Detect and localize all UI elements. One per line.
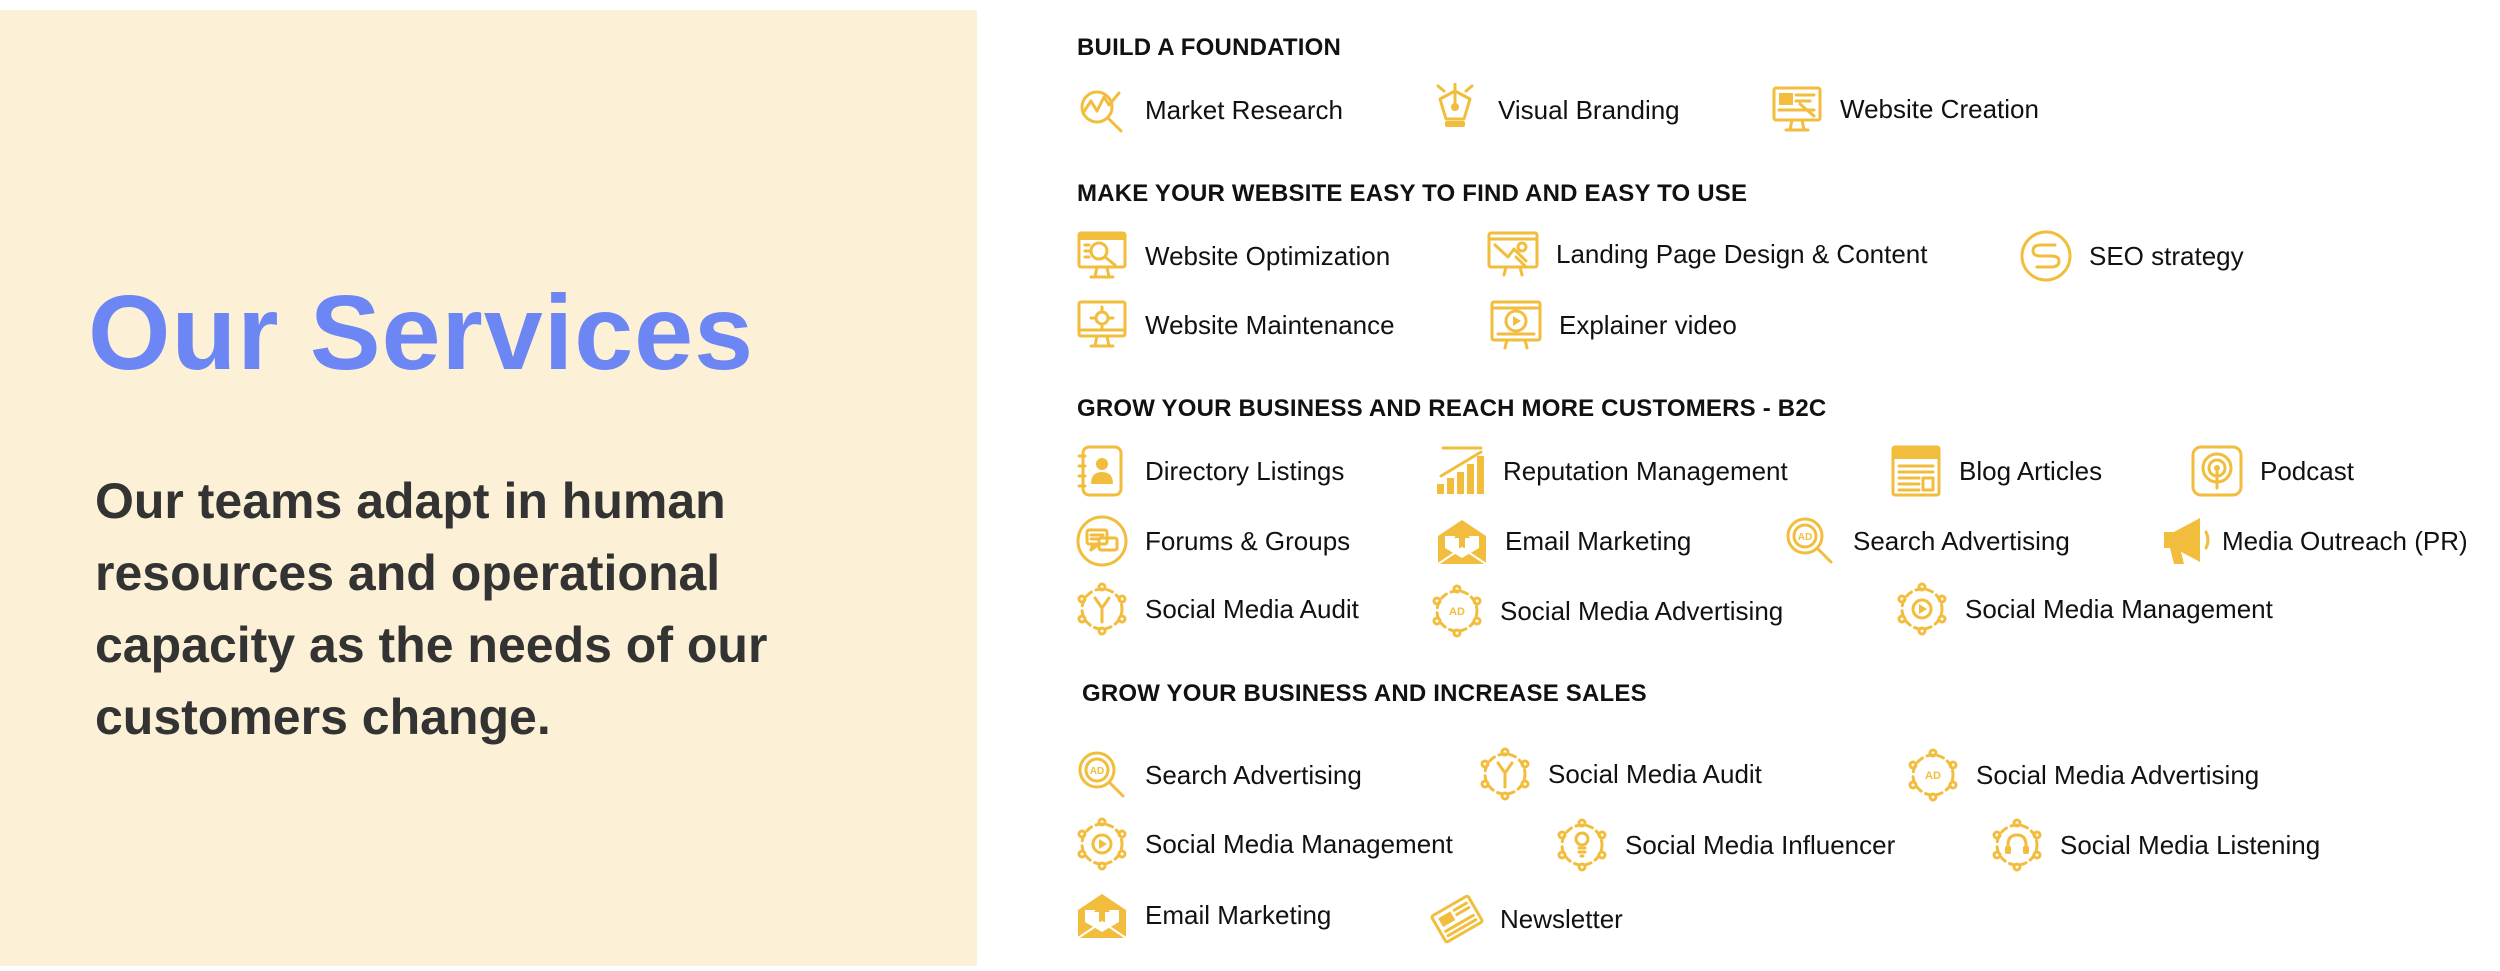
podcast-icon xyxy=(2190,444,2244,498)
chat-bubbles-icon xyxy=(1075,514,1129,568)
service-forums-groups[interactable] xyxy=(1075,514,1350,568)
newsletter-icon xyxy=(1430,892,1484,946)
service-label: Podcast xyxy=(2260,455,2354,486)
social-ad-icon xyxy=(1430,584,1484,638)
bar-chart-stars-icon xyxy=(1433,444,1487,498)
service-podcast[interactable] xyxy=(2190,444,2354,498)
service-social-media-management-sales[interactable] xyxy=(1075,817,1453,871)
service-social-media-advertising-sales[interactable] xyxy=(1906,748,2259,802)
social-management-icon xyxy=(1075,817,1129,871)
intro-panel xyxy=(0,10,977,966)
service-label: Visual Branding xyxy=(1498,94,1680,125)
social-ad-icon xyxy=(1906,748,1960,802)
monitor-gear-icon xyxy=(1075,298,1129,352)
social-audit-icon xyxy=(1478,747,1532,801)
service-visual-branding[interactable] xyxy=(1428,83,1680,137)
service-social-media-listening[interactable] xyxy=(1990,818,2320,872)
landing-page-icon xyxy=(1486,227,1540,281)
service-label: Social Media Influencer xyxy=(1625,829,1896,860)
service-website-optimization[interactable] xyxy=(1075,229,1390,283)
service-website-maintenance[interactable] xyxy=(1075,298,1395,352)
service-label: Market Research xyxy=(1145,94,1343,125)
service-label: Explainer video xyxy=(1559,309,1737,340)
service-search-advertising[interactable] xyxy=(1783,514,2070,568)
service-email-marketing[interactable] xyxy=(1435,514,1691,568)
search-ad-icon xyxy=(1783,514,1837,568)
megaphone-icon xyxy=(2160,514,2214,568)
service-label: Reputation Management xyxy=(1503,455,1788,486)
service-website-creation[interactable] xyxy=(1770,82,2039,136)
service-label: Social Media Advertising xyxy=(1976,759,2260,790)
intro-description: Our teams adapt in human resources and operational capacity as the needs of our customers change. xyxy=(95,473,768,745)
service-social-media-audit-sales[interactable] xyxy=(1478,747,1762,801)
envelope-icon xyxy=(1075,888,1129,942)
service-media-outreach[interactable] xyxy=(2160,514,2468,568)
service-label: Media Outreach (PR) xyxy=(2222,525,2468,556)
social-audit-icon xyxy=(1075,582,1129,636)
service-social-media-management[interactable] xyxy=(1895,582,2273,636)
service-label: Website Creation xyxy=(1840,93,2039,124)
search-ad-icon xyxy=(1075,748,1129,802)
directory-book-icon xyxy=(1075,444,1129,498)
service-directory-listings[interactable] xyxy=(1075,444,1344,498)
service-landing-page[interactable] xyxy=(1486,227,1928,281)
service-label: Email Marketing xyxy=(1505,525,1692,556)
service-blog-articles[interactable] xyxy=(1889,444,2102,498)
service-explainer-video[interactable] xyxy=(1489,298,1737,352)
service-label: Social Media Advertising xyxy=(1500,595,1784,626)
social-influencer-icon xyxy=(1555,818,1609,872)
service-label: Social Media Management xyxy=(1965,593,2273,624)
service-social-media-audit[interactable] xyxy=(1075,582,1359,636)
service-email-marketing-sales[interactable] xyxy=(1075,888,1331,942)
service-label: Newsletter xyxy=(1500,903,1623,934)
social-listening-icon xyxy=(1990,818,2044,872)
website-creation-icon xyxy=(1770,82,1824,136)
envelope-icon xyxy=(1435,514,1489,568)
seo-icon xyxy=(2019,229,2073,283)
service-label: Social Media Audit xyxy=(1145,593,1359,624)
service-social-media-advertising[interactable] xyxy=(1430,584,1783,638)
service-label: Email Marketing xyxy=(1145,899,1332,930)
service-search-advertising-sales[interactable] xyxy=(1075,748,1362,802)
monitor-magnifier-icon xyxy=(1075,229,1129,283)
service-newsletter[interactable] xyxy=(1430,892,1623,946)
section-heading-sales: GROW YOUR BUSINESS AND INCREASE SALES xyxy=(1082,680,1647,707)
social-management-icon xyxy=(1895,582,1949,636)
service-market-research[interactable] xyxy=(1075,83,1343,137)
service-label: SEO strategy xyxy=(2089,240,2244,271)
section-heading-foundation: BUILD A FOUNDATION xyxy=(1077,34,1342,61)
service-label: Directory Listings xyxy=(1145,455,1345,486)
service-label: Social Media Audit xyxy=(1548,758,1762,789)
service-label: Search Advertising xyxy=(1145,759,1362,790)
service-label: Website Maintenance xyxy=(1145,309,1395,340)
blog-icon xyxy=(1889,444,1943,498)
service-label: Website Optimization xyxy=(1145,240,1391,271)
section-heading-website: MAKE YOUR WEBSITE EASY TO FIND AND EASY TO USE xyxy=(1077,180,1748,207)
service-seo-strategy[interactable] xyxy=(2019,229,2244,283)
service-social-media-influencer[interactable] xyxy=(1555,818,1895,872)
pen-nib-icon xyxy=(1428,83,1482,137)
service-label: Search Advertising xyxy=(1853,525,2070,556)
page-title: Our Services xyxy=(88,274,755,392)
service-label: Forums & Groups xyxy=(1145,525,1351,556)
section-heading-b2c: GROW YOUR BUSINESS AND REACH MORE CUSTOMERS - B2C xyxy=(1077,395,1827,422)
market-research-icon xyxy=(1075,83,1129,137)
service-label: Social Media Management xyxy=(1145,828,1453,859)
video-play-icon xyxy=(1489,298,1543,352)
service-label: Landing Page Design & Content xyxy=(1556,238,1928,269)
service-label: Blog Articles xyxy=(1959,455,2103,486)
service-reputation-management[interactable] xyxy=(1433,444,1788,498)
service-label: Social Media Listening xyxy=(2060,829,2321,860)
